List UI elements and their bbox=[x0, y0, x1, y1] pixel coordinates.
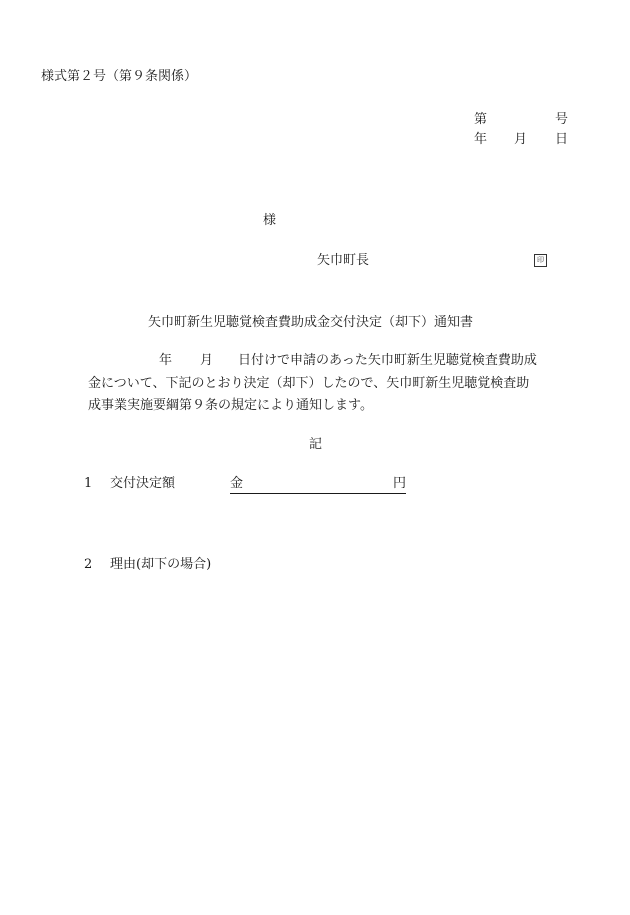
seal-stamp-icon: 印 bbox=[534, 254, 547, 267]
document-number-suffix: 号 bbox=[555, 112, 569, 127]
date-month-label: 月 bbox=[514, 132, 528, 147]
date-day-label: 日 bbox=[555, 132, 569, 147]
item-2-label: 理由(却下の場合) bbox=[110, 557, 212, 572]
form-number: 様式第２号（第９条関係） bbox=[41, 69, 198, 84]
ki-heading: 記 bbox=[309, 437, 323, 452]
amount-prefix: 金 bbox=[230, 476, 244, 491]
document-number-prefix: 第 bbox=[474, 112, 488, 127]
body-line-2: 金について、下記のとおり決定（却下）したので、矢巾町新生児聴覚検査助 bbox=[88, 376, 530, 391]
date-year-label: 年 bbox=[474, 132, 488, 147]
document-title: 矢巾町新生児聴覚検査費助成金交付決定（却下）通知書 bbox=[148, 315, 474, 330]
issuer-title: 矢巾町長 bbox=[317, 253, 370, 268]
body-month-label: 月 bbox=[200, 353, 214, 368]
item-1-label: 交付決定額 bbox=[110, 476, 176, 491]
addressee-honorific: 様 bbox=[263, 213, 277, 228]
grant-amount-field bbox=[230, 475, 406, 494]
body-line-1: 日付けで申請のあった矢巾町新生児聴覚検査費助成 bbox=[238, 353, 537, 368]
item-2-number: 2 bbox=[84, 557, 93, 572]
body-year-label: 年 bbox=[159, 353, 173, 368]
item-1-number: 1 bbox=[84, 476, 93, 491]
body-line-3: 成事業実施要綱第９条の規定により通知します。 bbox=[88, 398, 373, 413]
amount-suffix: 円 bbox=[392, 476, 406, 491]
